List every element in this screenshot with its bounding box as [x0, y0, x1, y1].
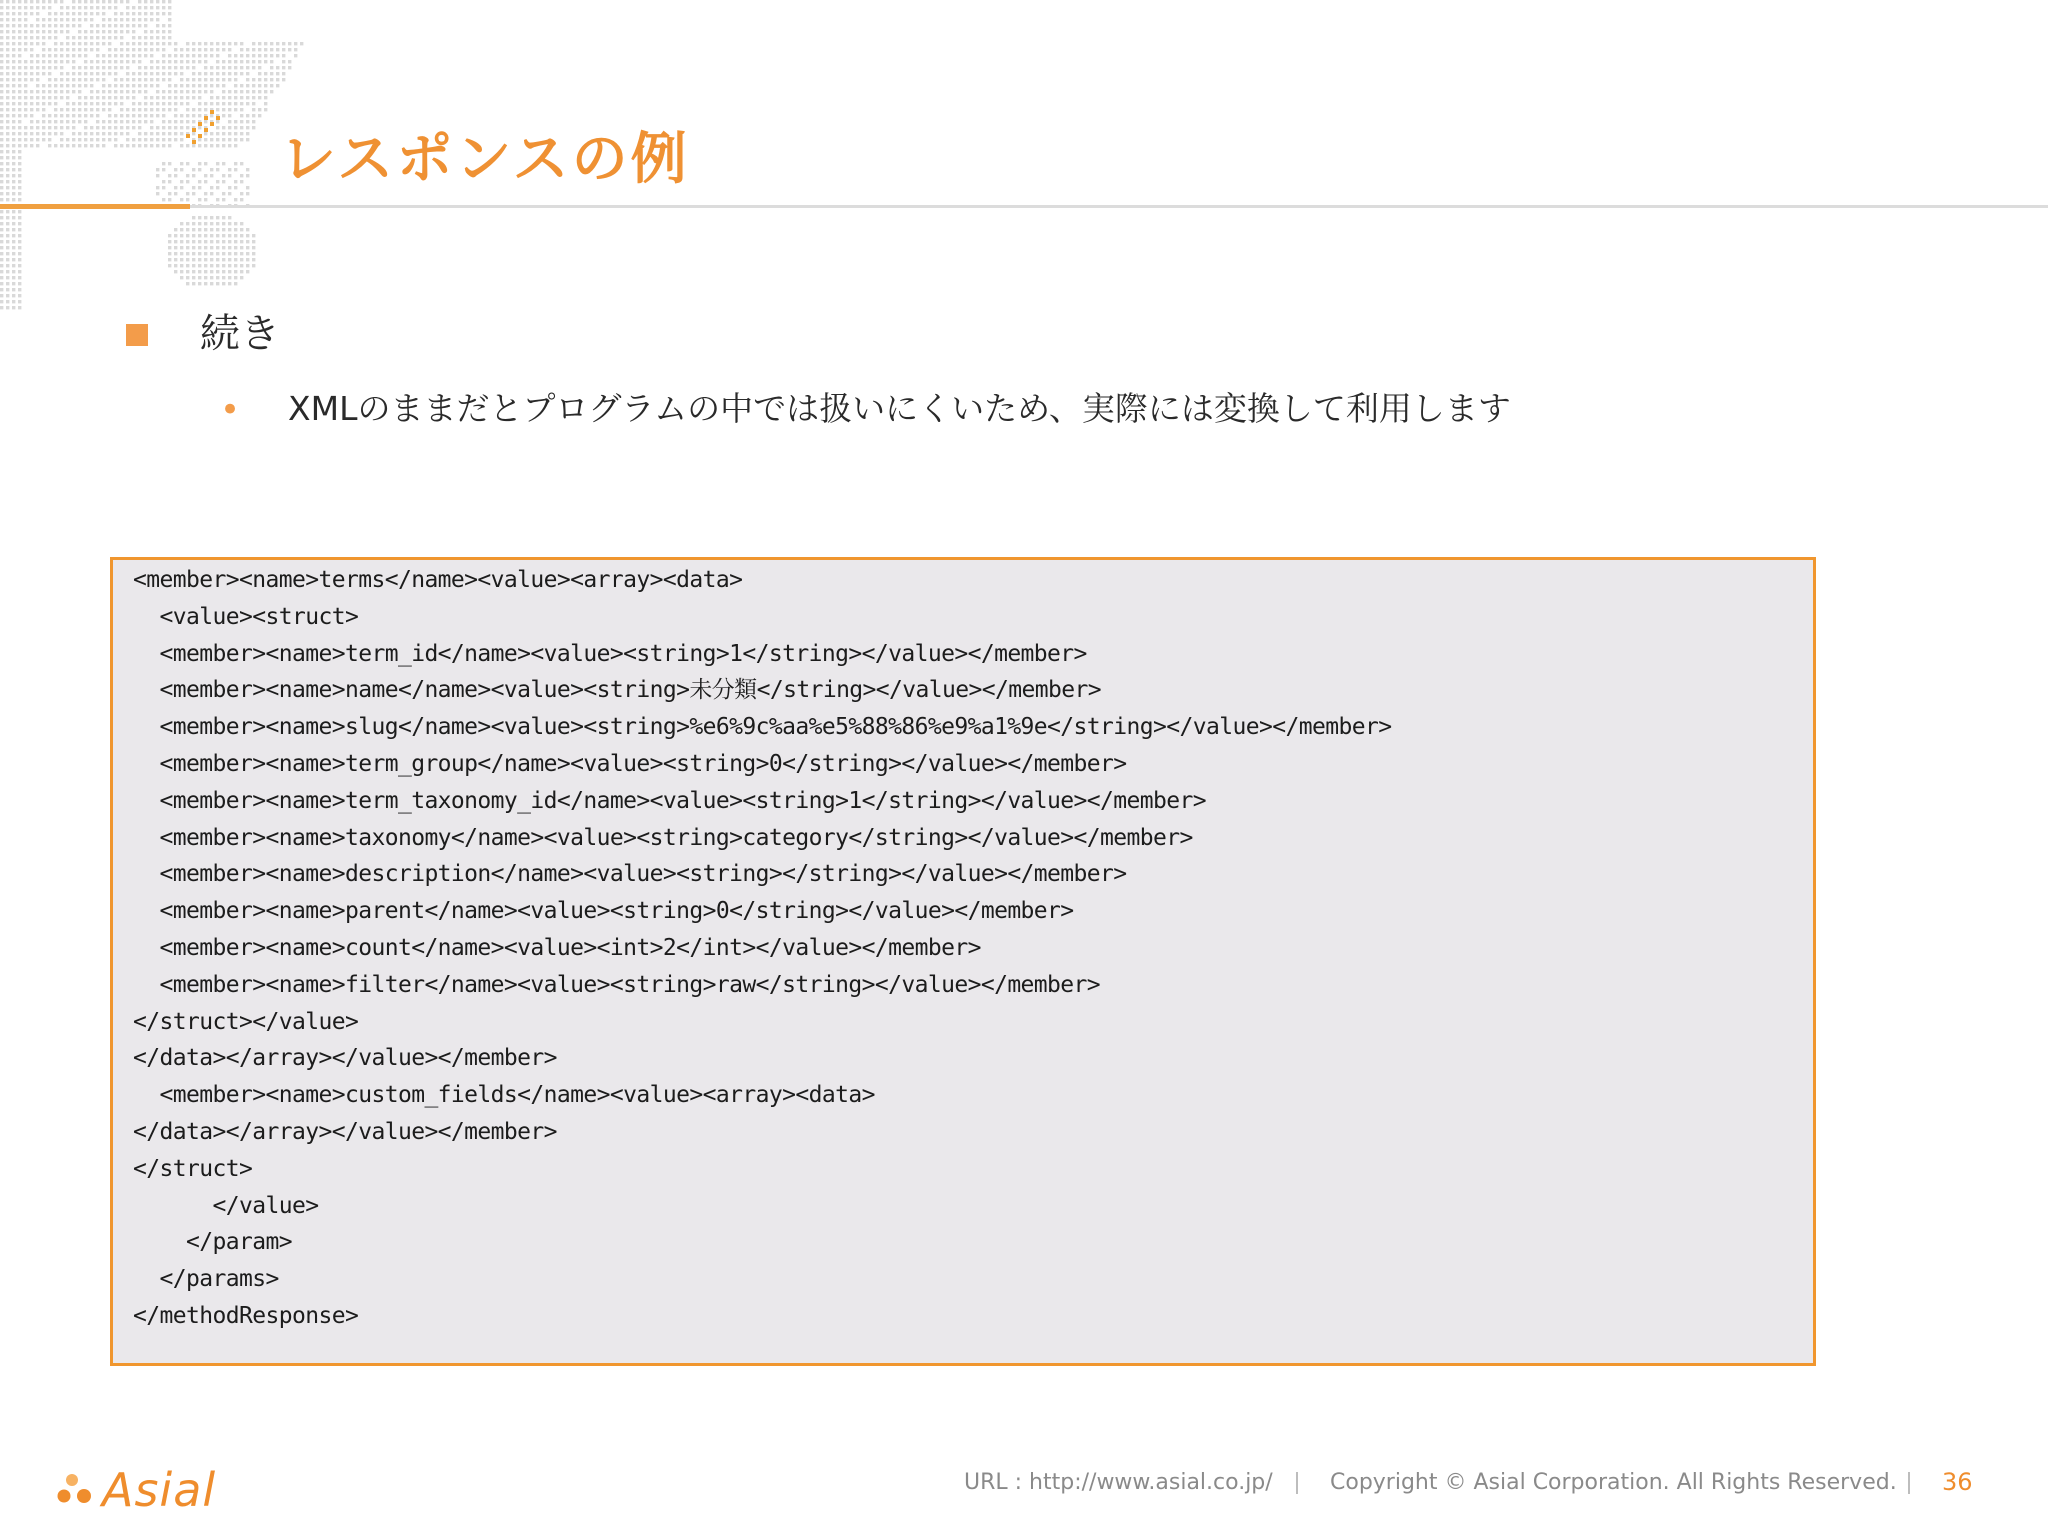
- bullet-level2-text: XMLのままだとプログラムの中では扱いにくいため、実際には変換して利用します: [288, 389, 1511, 428]
- footer: [0, 1440, 2048, 1536]
- code-line: <member><name>term_group</name><value><string>0</string></value></member>: [133, 750, 1127, 777]
- title-divider: [0, 205, 2048, 208]
- footer-url: URL : http://www.asial.co.jp/: [964, 1470, 1273, 1495]
- code-line: <member><name>filter</name><value><string>raw</string></value></member>: [133, 971, 1101, 998]
- footer-separator: [1908, 1472, 1910, 1494]
- code-block: [110, 557, 1816, 1366]
- code-line: </data></array></value></member>: [133, 1045, 557, 1072]
- code-line: </params>: [133, 1266, 279, 1293]
- code-lines: [133, 562, 1813, 1335]
- logo-dots-icon: [56, 1470, 96, 1510]
- title-divider-accent: [0, 204, 190, 209]
- code-line: <member><name>description</name><value><string></string></value></member>: [133, 861, 1127, 888]
- code-line: <member><name>count</name><value><int>2</int></value></member>: [133, 934, 981, 961]
- code-line: <member><name>custom_fields</name><value><array><data>: [133, 1082, 875, 1109]
- code-line: </value>: [133, 1192, 319, 1219]
- code-line: <member><name>slug</name><value><string>%e6%9c%aa%e5%88%86%e9%a1%9e</string></value></member>: [133, 714, 1392, 741]
- bullet-level1-text: 続き: [200, 311, 280, 357]
- code-line: <member><name>terms</name><value><array><data>: [133, 567, 743, 593]
- code-line: <member><name>parent</name><value><string>0</string></value></member>: [133, 898, 1074, 925]
- code-line: </struct></value>: [133, 1008, 359, 1035]
- code-line: </struct>: [133, 1155, 253, 1182]
- page-number: 36: [1942, 1468, 1973, 1496]
- slide-title: レスポンスの例: [280, 127, 690, 192]
- logo-text: Asial: [102, 1463, 217, 1517]
- footer-copyright: Copyright © Asial Corporation. All Rights Reserved.: [1330, 1470, 1897, 1495]
- code-line: </methodResponse>: [133, 1302, 359, 1329]
- code-line: </param>: [133, 1229, 292, 1256]
- code-line: <member><name>taxonomy</name><value><string>category</string></value></member>: [133, 824, 1193, 851]
- dot-bullet-icon: •: [220, 390, 241, 430]
- code-line: <member><name>term_taxonomy_id</name><value><string>1</string></value></member>: [133, 787, 1207, 814]
- footer-separator: [1296, 1472, 1298, 1494]
- code-line: <member><name>name</name><value><string>未分類</string></value></member>: [133, 677, 1102, 704]
- square-bullet-icon: [126, 324, 148, 346]
- code-line: </data></array></value></member>: [133, 1118, 557, 1145]
- world-map-decoration: [0, 0, 320, 330]
- code-line: <value><struct>: [133, 603, 359, 630]
- code-line: <member><name>term_id</name><value><string>1</string></value></member>: [133, 640, 1087, 667]
